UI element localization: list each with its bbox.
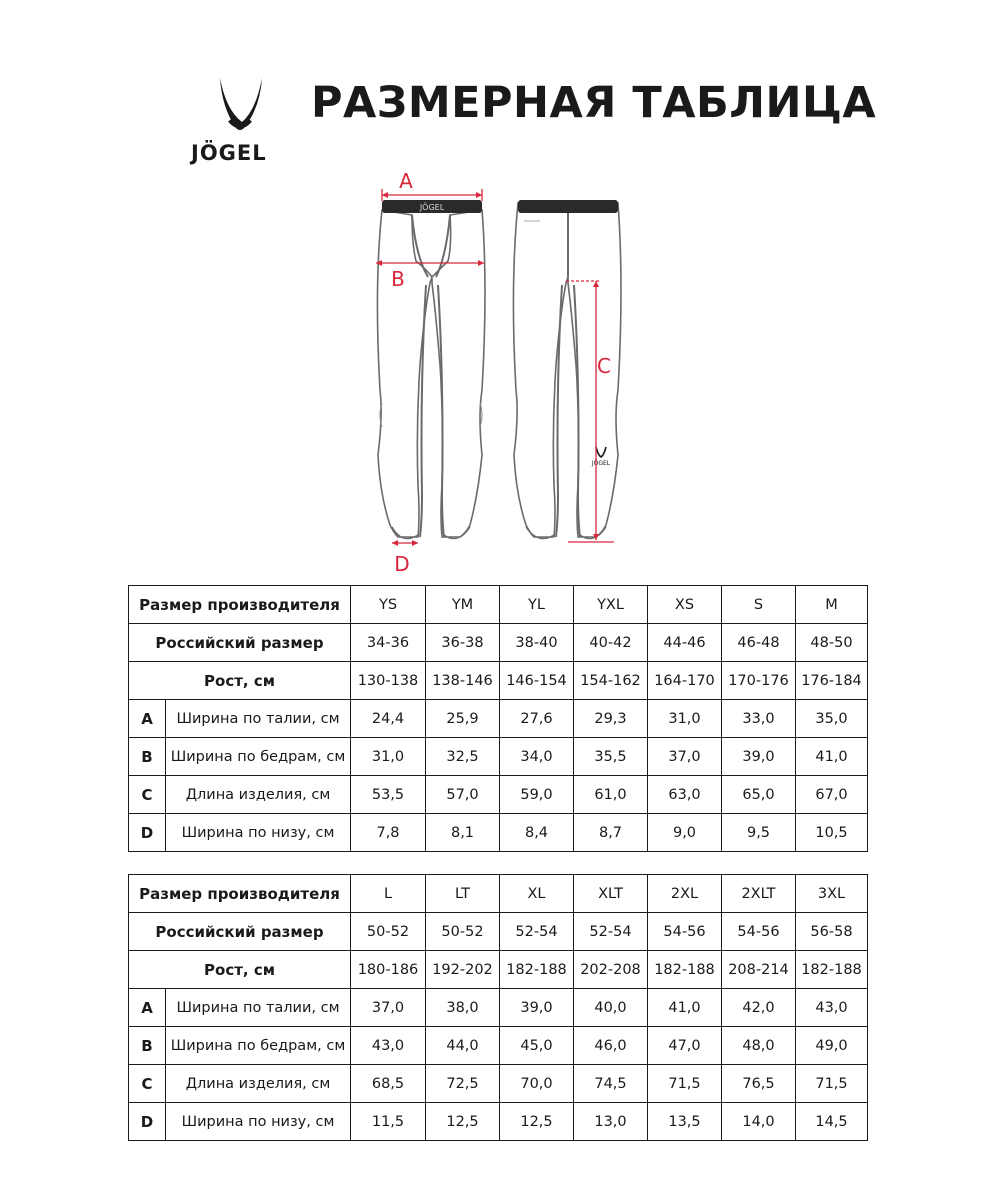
value-cell: 154-162 bbox=[574, 662, 648, 700]
row-label: Российский размер bbox=[129, 624, 351, 662]
value-cell: 32,5 bbox=[426, 738, 500, 776]
table-row bbox=[129, 913, 868, 951]
measure-label: Длина изделия, см bbox=[166, 1065, 351, 1103]
value-cell: 70,0 bbox=[500, 1065, 574, 1103]
value-cell: 8,7 bbox=[574, 814, 648, 852]
value-cell: 53,5 bbox=[351, 776, 426, 814]
size-cell: YXL bbox=[574, 586, 648, 624]
value-cell: 8,4 bbox=[500, 814, 574, 852]
measure-label: Ширина по бедрам, см bbox=[166, 738, 351, 776]
size-cell: 3XL bbox=[796, 875, 868, 913]
size-cell: LT bbox=[426, 875, 500, 913]
value-cell: 63,0 bbox=[648, 776, 722, 814]
measure-letter: D bbox=[129, 814, 166, 852]
table-row bbox=[129, 776, 868, 814]
measure-label: Ширина по низу, см bbox=[166, 1103, 351, 1141]
size-table-2 bbox=[128, 874, 868, 1141]
waistband-brand-text: JÖGEL bbox=[419, 203, 445, 212]
value-cell: 12,5 bbox=[500, 1103, 574, 1141]
size-cell: YL bbox=[500, 586, 574, 624]
value-cell: 130-138 bbox=[351, 662, 426, 700]
leggings-technical-drawing bbox=[360, 165, 630, 580]
brand-name: JÖGEL bbox=[191, 141, 267, 165]
value-cell: 47,0 bbox=[648, 1027, 722, 1065]
page-title: РАЗМЕРНАЯ ТАБЛИЦА bbox=[311, 78, 877, 128]
value-cell: 37,0 bbox=[351, 989, 426, 1027]
size-cell: 2XL bbox=[648, 875, 722, 913]
value-cell: 25,9 bbox=[426, 700, 500, 738]
front-view bbox=[377, 210, 485, 537]
value-cell: 34,0 bbox=[500, 738, 574, 776]
value-cell: 49,0 bbox=[796, 1027, 868, 1065]
value-cell: 12,5 bbox=[426, 1103, 500, 1141]
value-cell: 180-186 bbox=[351, 951, 426, 989]
row-label: Размер производителя bbox=[129, 875, 351, 913]
measure-label-c: C bbox=[597, 354, 611, 378]
table-row bbox=[129, 814, 868, 852]
value-cell: 65,0 bbox=[722, 776, 796, 814]
measure-label: Ширина по талии, см bbox=[166, 989, 351, 1027]
value-cell: 54-56 bbox=[648, 913, 722, 951]
value-cell: 33,0 bbox=[722, 700, 796, 738]
measure-letter: A bbox=[129, 989, 166, 1027]
value-cell: 36-38 bbox=[426, 624, 500, 662]
size-cell: S bbox=[722, 586, 796, 624]
value-cell: 52-54 bbox=[574, 913, 648, 951]
value-cell: 9,5 bbox=[722, 814, 796, 852]
value-cell: 7,8 bbox=[351, 814, 426, 852]
size-table-1 bbox=[128, 585, 868, 852]
value-cell: 31,0 bbox=[648, 700, 722, 738]
value-cell: 35,0 bbox=[796, 700, 868, 738]
value-cell: 39,0 bbox=[500, 989, 574, 1027]
table-row bbox=[129, 951, 868, 989]
value-cell: 138-146 bbox=[426, 662, 500, 700]
value-cell: 34-36 bbox=[351, 624, 426, 662]
value-cell: 50-52 bbox=[426, 913, 500, 951]
measure-letter: B bbox=[129, 1027, 166, 1065]
value-cell: 59,0 bbox=[500, 776, 574, 814]
value-cell: 50-52 bbox=[351, 913, 426, 951]
value-cell: 48-50 bbox=[796, 624, 868, 662]
value-cell: 38,0 bbox=[426, 989, 500, 1027]
value-cell: 14,0 bbox=[722, 1103, 796, 1141]
table-row bbox=[129, 1103, 868, 1141]
value-cell: 31,0 bbox=[351, 738, 426, 776]
row-label: Размер производителя bbox=[129, 586, 351, 624]
value-cell: 44,0 bbox=[426, 1027, 500, 1065]
value-cell: 202-208 bbox=[574, 951, 648, 989]
value-cell: 164-170 bbox=[648, 662, 722, 700]
value-cell: 45,0 bbox=[500, 1027, 574, 1065]
value-cell: 176-184 bbox=[796, 662, 868, 700]
size-cell: L bbox=[351, 875, 426, 913]
value-cell: 41,0 bbox=[648, 989, 722, 1027]
size-cell: XS bbox=[648, 586, 722, 624]
value-cell: 43,0 bbox=[351, 1027, 426, 1065]
value-cell: 56-58 bbox=[796, 913, 868, 951]
value-cell: 9,0 bbox=[648, 814, 722, 852]
value-cell: 61,0 bbox=[574, 776, 648, 814]
table-row bbox=[129, 875, 868, 913]
value-cell: 68,5 bbox=[351, 1065, 426, 1103]
measure-label-b: B bbox=[391, 267, 405, 291]
value-cell: 67,0 bbox=[796, 776, 868, 814]
table-row bbox=[129, 700, 868, 738]
value-cell: 11,5 bbox=[351, 1103, 426, 1141]
value-cell: 38-40 bbox=[500, 624, 574, 662]
value-cell: 74,5 bbox=[574, 1065, 648, 1103]
value-cell: 40-42 bbox=[574, 624, 648, 662]
value-cell: 35,5 bbox=[574, 738, 648, 776]
value-cell: 13,5 bbox=[648, 1103, 722, 1141]
measure-letter: D bbox=[129, 1103, 166, 1141]
small-logo-text: JÖGEL bbox=[591, 460, 611, 467]
measure-label: Длина изделия, см bbox=[166, 776, 351, 814]
value-cell: 44-46 bbox=[648, 624, 722, 662]
measure-label-a: A bbox=[399, 169, 413, 193]
table-row bbox=[129, 1027, 868, 1065]
value-cell: 192-202 bbox=[426, 951, 500, 989]
value-cell: 72,5 bbox=[426, 1065, 500, 1103]
measure-label: Ширина по талии, см bbox=[166, 700, 351, 738]
value-cell: 10,5 bbox=[796, 814, 868, 852]
value-cell: 8,1 bbox=[426, 814, 500, 852]
value-cell: 76,5 bbox=[722, 1065, 796, 1103]
value-cell: 41,0 bbox=[796, 738, 868, 776]
table-row bbox=[129, 738, 868, 776]
value-cell: 170-176 bbox=[722, 662, 796, 700]
value-cell: 146-154 bbox=[500, 662, 574, 700]
table-row bbox=[129, 624, 868, 662]
value-cell: 48,0 bbox=[722, 1027, 796, 1065]
row-label: Рост, см bbox=[129, 951, 351, 989]
size-cell: YM bbox=[426, 586, 500, 624]
size-cell: XLT bbox=[574, 875, 648, 913]
size-cell: XL bbox=[500, 875, 574, 913]
measure-label: Ширина по бедрам, см bbox=[166, 1027, 351, 1065]
table-row bbox=[129, 989, 868, 1027]
value-cell: 54-56 bbox=[722, 913, 796, 951]
measure-label: Ширина по низу, см bbox=[166, 814, 351, 852]
value-cell: 182-188 bbox=[796, 951, 868, 989]
value-cell: 57,0 bbox=[426, 776, 500, 814]
value-cell: 182-188 bbox=[500, 951, 574, 989]
value-cell: 40,0 bbox=[574, 989, 648, 1027]
table-row bbox=[129, 1065, 868, 1103]
value-cell: 182-188 bbox=[648, 951, 722, 989]
row-label: Рост, см bbox=[129, 662, 351, 700]
value-cell: 13,0 bbox=[574, 1103, 648, 1141]
measure-letter: C bbox=[129, 1065, 166, 1103]
value-cell: 14,5 bbox=[796, 1103, 868, 1141]
value-cell: 29,3 bbox=[574, 700, 648, 738]
value-cell: 71,5 bbox=[648, 1065, 722, 1103]
measure-letter: C bbox=[129, 776, 166, 814]
value-cell: 43,0 bbox=[796, 989, 868, 1027]
value-cell: 52-54 bbox=[500, 913, 574, 951]
size-cell: M bbox=[796, 586, 868, 624]
measure-letter: B bbox=[129, 738, 166, 776]
measure-letter: A bbox=[129, 700, 166, 738]
value-cell: 71,5 bbox=[796, 1065, 868, 1103]
value-cell: 24,4 bbox=[351, 700, 426, 738]
value-cell: 37,0 bbox=[648, 738, 722, 776]
value-cell: 27,6 bbox=[500, 700, 574, 738]
size-cell: YS bbox=[351, 586, 426, 624]
row-label: Российский размер bbox=[129, 913, 351, 951]
value-cell: 39,0 bbox=[722, 738, 796, 776]
value-cell: 46-48 bbox=[722, 624, 796, 662]
value-cell: 208-214 bbox=[722, 951, 796, 989]
value-cell: 42,0 bbox=[722, 989, 796, 1027]
measure-label-d: D bbox=[394, 552, 410, 576]
table-row bbox=[129, 586, 868, 624]
value-cell: 46,0 bbox=[574, 1027, 648, 1065]
table-row bbox=[129, 662, 868, 700]
size-cell: 2XLT bbox=[722, 875, 796, 913]
